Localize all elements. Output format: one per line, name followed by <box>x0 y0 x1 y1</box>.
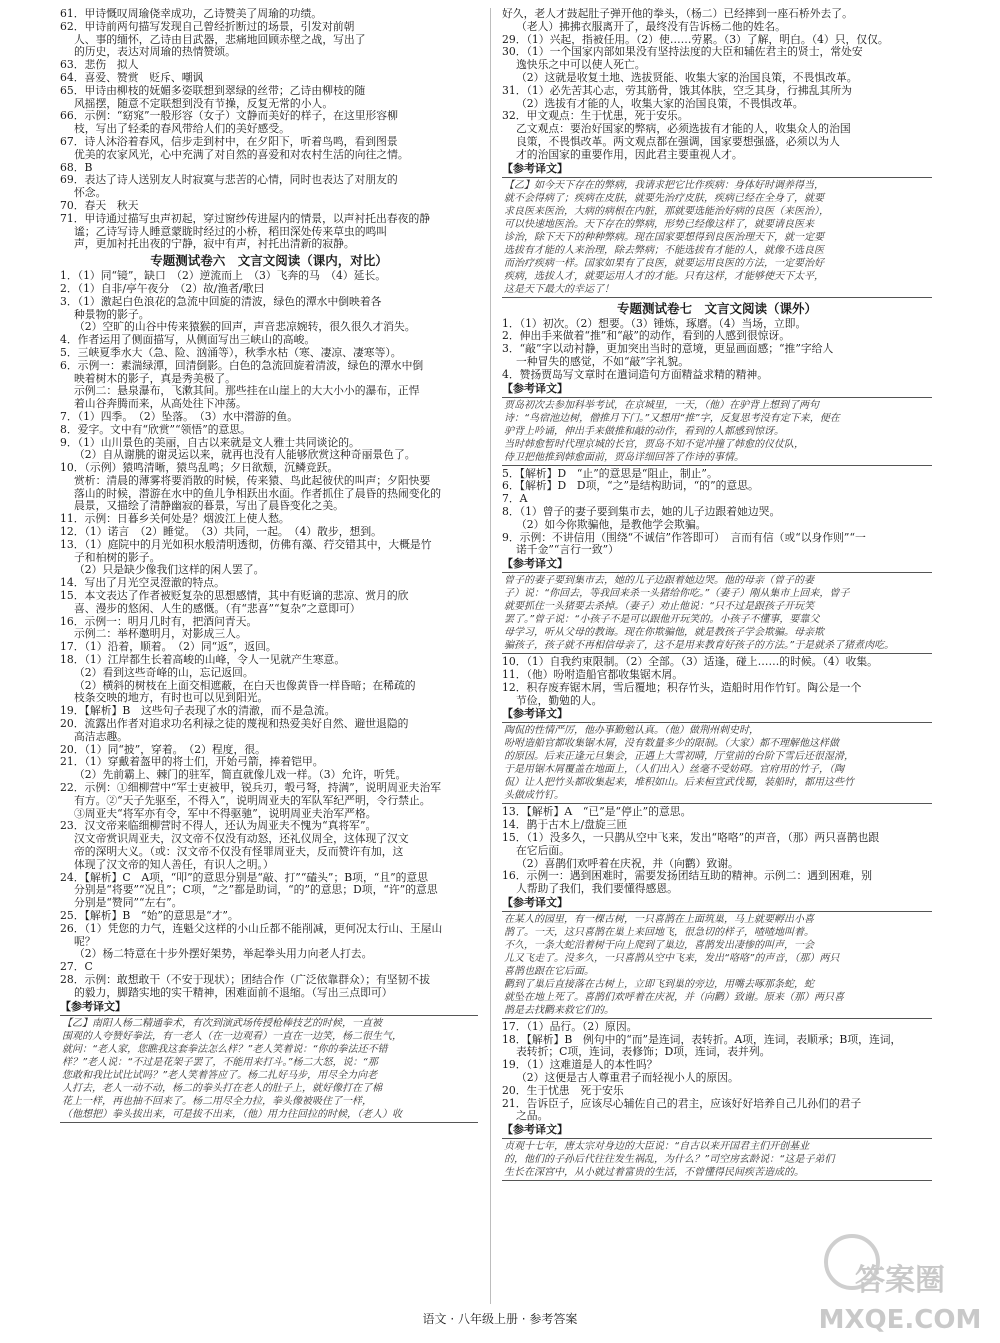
translation-line: 骗孩子，孩子就不再相信母亲了，这不是用来教育好孩子的方法。”于是就杀了猪煮肉吃。 <box>504 640 895 652</box>
answer-line: 31．（1）必先苦其心志，劳其筋骨，饿其体肤，空乏其身，行拂乱其所为 <box>502 84 852 97</box>
answer-line: 的历史，表达对周瑜的热情赞颂。 <box>74 46 236 59</box>
answer-line: （2）看到这些奇峰的山，忘记返回。 <box>74 666 254 679</box>
translation-line: 就要抓住一头猪要去杀掉。（妻子）劝止他说：“只不过是跟孩子开玩笑 <box>504 601 815 613</box>
answer-line: 32．甲文观点：生于忧患，死于安乐。 <box>502 110 689 123</box>
translation-line: 不久，一条大蛇沿着树干向上爬到了巢边，喜鹊发出凄惨的叫声，一会 <box>504 939 814 951</box>
answer-line: 喜、漫步的悠闲、人生的感慨。（有“悲喜”“复杂”之意即可） <box>74 602 361 615</box>
answer-line: 67．诗人沐浴着春风，信步走到村中，在夕阳下，听着鸟鸣，看到图景 <box>60 135 398 148</box>
translation-line: 侍卫把他推到韩愈面前，贾岛详细回答了作诗的事情。 <box>504 451 744 463</box>
answer-line: 人、事的缅怀，乙诗由目武器，悲痛地回顾赤壁之战，写出了 <box>74 33 366 46</box>
answer-line: 18．（1）江岸都生长着高峻的山峰，令人一见就产生寒意。 <box>60 654 346 667</box>
answer-line: 着山谷奔腾而来，从高处往下冲荡。 <box>74 398 247 411</box>
answer-line: 61．甲诗慨叹周瑜侥幸成功，乙诗赞美了周瑜的功绩。 <box>60 8 323 20</box>
answer-line: 枝，写出了轻柔的春风带给人们的美好感受。 <box>74 123 290 136</box>
translation-line: 曾子的妻子要到集市去，她的儿子边跟着她边哭。他的母亲（曾子的妻 <box>504 575 814 587</box>
answer-line: 12．积存废弃锯木屑，雪后覆地；积存竹头，造船时用作竹钉。陶公是一个 <box>502 681 862 694</box>
translation-line: 就不会得病了；疾病在皮肤，就要先治疗皮肤，疾病已经在全身了，就要 <box>504 192 824 204</box>
answer-line: 诺千金”“言行一致”） <box>516 544 619 557</box>
answer-line: 晨景，又描绘了清静幽寂的暮景，写出了晨昏变化之美。 <box>74 500 344 513</box>
translation-line: 鹊是去找鹳来救它们的。 <box>504 1004 614 1016</box>
answer-line: 11．（他）吩咐造船官都收集锯木屑。 <box>502 668 684 681</box>
answer-line: 16．示例一：明月几时有，把酒问青天。 <box>60 615 258 628</box>
translation-line: 在某人的园里，有一棵古树，一只喜鹊在上面筑巢，马上就要孵出小喜 <box>504 913 814 925</box>
translation-line: 鹊了。一天，这只喜鹊在巢上来回地飞，很急切的样子，喳喳地叫着。 <box>504 926 814 938</box>
translation-line: 罢了。”曾子说：“小孩子不是可以跟他开玩笑的。小孩子不懂事，要靠父 <box>504 614 820 626</box>
answer-line: 8．爱字。文中有“欣赏”“领悟”的意思。 <box>60 423 251 436</box>
answer-line: 6．【解析】D D项，“之”是结构助词，“的”的意思。 <box>502 480 759 493</box>
answer-line: 71．甲诗通过描写虫声初起，穿过窗纱传进屋内的情景，以声衬托出春夜的静 <box>60 212 431 225</box>
translation-line: 当时韩愈暂时代理京城的长官，贾岛不知不觉冲撞了韩愈的仪仗队， <box>504 438 804 450</box>
answer-line: 乙文观点：要治好国家的弊病，必须选拔有才能的人，收集众人的治国 <box>516 123 851 136</box>
answer-line: 体现了汉文帝的知人善任，有识人之明。） <box>74 858 274 871</box>
answer-line: 在它后面。 <box>516 844 570 857</box>
translation-line: 选拔有才能的人来治理，除去弊病；不能选拔有才能的人，就像不选良医 <box>504 244 824 256</box>
translation-line: 【乙】如今天下存在的弊病，我请求把它比作疾病：身体好时调养得当， <box>504 179 824 191</box>
translation-line: 吩咐造船官都收集锯木屑，没有数量多少的限制。（大家）都不理解他这样做 <box>504 738 839 750</box>
page-footer: 语文 · 八年级上册 · 参考答案 <box>422 1312 578 1326</box>
answer-line: 9．示例：不讲信用（围绕“不诚信”作答即可） 言而有信（或“以身作则”“一 <box>502 531 866 544</box>
translation-line: 这是天下最大的幸运了！ <box>504 283 614 295</box>
answer-line: 示例二：举杯邀明月，对影成三人。 <box>74 628 247 641</box>
answer-line: 示例二：悬泉瀑布，飞漱其间。那些挂在山崖上的大大小小的瀑布，正悍 <box>74 385 420 398</box>
answer-line: 19．【解析】B 这些句子表现了水的清澈，而不是急流。 <box>60 705 336 718</box>
answer-line: 17．（1）品行。（2）原因。 <box>502 1020 638 1033</box>
answer-line: 62．甲诗前两句描写发现自己曾经折断过的场景，引发对前朝 <box>60 20 355 33</box>
translation-line: 于是用锯木屑覆盖在地面上，（人们出入）丝毫不受妨碍。官府用的竹子，（陶 <box>504 764 844 776</box>
answer-line: 一种冒失的感觉，不如“敲”字礼貌。 <box>516 355 689 368</box>
answer-line: 18．【解析】B 例句中的“而”是连词，表转折。A项，连词，表顺承；B项，连词， <box>502 1033 902 1046</box>
answer-line: 有方。②“天子先驱至，不得入”，说明周亚夫的军队军纪严明，令行禁止。 <box>74 794 431 807</box>
translation-line: 就坠在地上死了。喜鹊们欢呼着在庆祝，并（向鹳）致谢。原来（那）两只喜 <box>504 991 844 1003</box>
answer-line: 24．【解析】C A项，“叩”的意思分别是“敲、打”“磕头”；B项，“且”的意思 <box>60 871 429 884</box>
watermark-bottom-text: MXQE.COM <box>818 1305 982 1335</box>
translation-line: 儿又飞走了。没多久，一只喜鹊从空中飞来，发出“咯咯”的声音，（那）两只 <box>504 952 840 964</box>
answer-line: （2）这便是古人尊重君子而轻视小人的原因。 <box>516 1072 739 1085</box>
translation-line: 头做成竹钉。 <box>504 790 564 802</box>
answer-line: （2）横斜的树枝在上面交相遮蔽，在白天也像黄昏一样昏暗；在稀疏的 <box>74 679 416 692</box>
translation-line: 贾岛初次去参加科举考试，在京城里，一天，（他）在驴背上想到了两句 <box>504 399 819 411</box>
translation-line: 人打去，老人一动不动，杨二的拳头打在老人的肚子上，就好像打在了棉 <box>62 1082 382 1094</box>
translation-line: 就问：“老人家，您瞧我这套拳法怎么样？”老人笑着说：“你的拳法还不错 <box>62 1043 388 1055</box>
answer-line: 3．（1）激起白色浪花的急流中回旋的清波，绿色的潭水中倒映着各 <box>60 295 382 308</box>
answer-line: 优美的农家风光，心中充满了对自然的喜爱和对农村生活的向往之情。 <box>74 148 409 161</box>
answer-line: 5．【解析】D “止”的意思是“阻止，制止”。 <box>502 467 718 480</box>
translation-line: 而治疗疾病一样。国家如果有了良医，就要运用良医的方法，一定要治好 <box>504 257 824 269</box>
answer-line: 声，更加衬托出夜的宁静，寂中有声，衬托出清新的寂静。 <box>74 238 355 251</box>
answer-line: 9．（1）山川景色的美丽，自古以来就是文人雅士共同谈论的。 <box>60 436 360 449</box>
translation-line: 诊治，除下天下的种种弊病。现在国家要想得到良医治理天下，就一定要 <box>504 231 824 243</box>
answer-line: 17．（1）沿着，顺着。 （2）同“返”，返回。 <box>60 641 277 654</box>
section-heading: 专题测试卷六 文言文阅读（课内，对比） <box>150 253 388 269</box>
answer-line: （2）如今你欺骗他，是教他学会欺骗。 <box>516 518 707 531</box>
answer-line: 子和柏树的影子。 <box>74 551 161 564</box>
answer-line: 14．鹊于古木上/盘旋三匝 <box>502 819 628 832</box>
answer-line: 64．喜爱、赞赏 贬斥、嘲讽 <box>60 71 204 84</box>
answer-line: 谧；乙诗写诗人睡意蒙眬时经过的小桥，稻田深处传来草虫的鸣叫 <box>74 225 388 238</box>
translation-line: 贞观十七年，唐太宗对身边的大臣说：“自古以来开国君主们开创基业 <box>504 1141 810 1153</box>
translation-block <box>60 1015 478 1123</box>
answer-line: 5．三峡夏季水大（急、险、汹涌等），秋季水枯（寒、凄凉、凄寒等）。 <box>60 346 402 359</box>
answer-line: 汉文帝赏识周亚夫，汉文帝不仅没有动怒，还礼仪周全，这体现了汉文 <box>74 833 409 846</box>
translation-tag: 【参考译文】 <box>502 1123 568 1137</box>
left-column <box>60 8 478 1304</box>
answer-line: （2）喜鹊们欢呼着在庆祝，并（向鹳）致谢。 <box>516 857 739 870</box>
answer-line: 8．（1）曾子的妻子要到集市去，她的儿子边跟着她边哭。 <box>502 505 781 518</box>
answer-line: 风摇摆，随意不定联想到没有节操，反复无常的小人。 <box>74 97 334 110</box>
answer-line: 帝的深明大义。（或：汉文帝不仅没有怪罪周亚夫，反而赞许有加，这 <box>74 846 404 858</box>
answer-line: 好久，老人才鼓起肚子弹开他的拳头，（杨二）已经摔到一座石桥外去了。 <box>502 8 853 20</box>
translation-line: 求良医来医治，大病的病根在内脏，那就要选能治好病的良医（来医治）， <box>504 205 829 217</box>
answer-line: 2．伸出手来做着“推”和“敲”的动作，看到的人感到很惊讶。 <box>502 330 791 343</box>
translation-line: 的原因。后来正逢元旦集会，正遇上大雪初晴，厅堂前的台阶下雪后还很湿滑， <box>504 751 854 763</box>
answer-line: 4．作者运用了侧面描写，从侧面写出三峡山的高峻。 <box>60 334 316 347</box>
translation-block <box>502 911 932 1019</box>
answer-line: 70．春天 秋天 <box>60 199 139 212</box>
answer-line: 65．甲诗由柳枝的妩媚多姿联想到翠绿的丝带；乙诗由柳枝的随 <box>60 84 366 97</box>
answer-line: 20．生于忧患 死于安乐 <box>502 1084 624 1097</box>
answer-line: 11．示例：日暮乡关何处是？烟波江上使人愁。 <box>60 513 290 526</box>
translation-tag: 【参考译文】 <box>502 895 568 909</box>
answer-line: 28．示例：敢想敢干（不安于现状）；团结合作（广泛依靠群众）；有坚韧不拔 <box>60 973 431 986</box>
answer-line: 表转折；C项，连词，表修饰；D项，连词，表并列。 <box>516 1046 771 1059</box>
answer-line: 21．告诉臣子，应该尽心辅佐自己的君主，应该好好培养自己儿孙们的君子 <box>502 1097 862 1110</box>
watermark-logo <box>812 1232 988 1336</box>
translation-line: 样？”老人说：“不过是花架子罢了，不能用来打斗。”杨二大怒，说：“那 <box>62 1056 378 1068</box>
answer-line: 1．（1）初次。（2）想要。（3）锤炼，琢磨。（4）当场，立即。 <box>502 317 807 330</box>
translation-line: 侃）让人把竹头都收集起来，堆积如山。后来桓宣武伐蜀，装船时，都用这些竹 <box>504 777 854 789</box>
answer-line: 7．（1）四季。 （2）坠落。 （3）水中潜游的鱼。 <box>60 410 299 423</box>
answer-line: 赏析：清晨的薄雾将要消散的时候，传来猿、鸟此起彼伏的叫声；夕阳快要 <box>74 474 431 487</box>
answer-line: 呢？ <box>74 935 96 948</box>
translation-line: 【乙】南阳人杨二精通拳术，有次到演武场传授枪棒技艺的时候，一直被 <box>62 1017 382 1029</box>
answer-line: （老人）拂拂衣服离开了，最终没有告诉杨二他的姓名。 <box>516 20 786 33</box>
section-heading: 专题测试卷七 文言文阅读（课外） <box>616 300 817 316</box>
answer-line: 12．（1）诺言 （2）睡觉。 （3）共同，一起。 （4）散步，想到。 <box>60 526 382 539</box>
translation-tag: 【参考译文】 <box>502 381 568 395</box>
translation-line: 花上一样，再也抽不回来了。杨二用尽全力拉，拳头像被吸住了一样， <box>62 1095 372 1107</box>
answer-line: 68．B <box>60 161 93 174</box>
translation-line: 陶侃的性情严厉，他办事勤勉认真。（他）做荆州刺史时， <box>504 725 759 737</box>
answer-line: 4．赞扬贾岛写文章时在遣词造句方面精益求精的精神。 <box>502 368 768 381</box>
answer-line: 3．“敲”字以动衬静，更加突出当时的意境，更显画面感；“推”字给人 <box>502 343 834 356</box>
translation-block <box>502 397 932 466</box>
answer-line: 7．A <box>502 493 528 506</box>
watermark-top-text: 答案圈 <box>855 1263 945 1298</box>
answer-line: （2）杨二特意在十步外摆好架势，举起拳头用力向老人打去。 <box>74 948 373 961</box>
answer-line: 63．悲伤 拟人 <box>60 59 139 72</box>
answer-line: 10．（1）自我约束限制。（2）全部。（3）适逢，碰上……的时候。（4）收集。 <box>502 656 878 669</box>
answer-line: 之品。 <box>516 1110 549 1123</box>
translation-line: 您敢和我比试比试吗？”老人笑着答应了。杨二扎好马步，用尽全力向老 <box>62 1069 378 1081</box>
translation-line: 鹳到了巢后直接落在古树上，立即飞到巢的旁边，用嘴去啄那条蛇，蛇 <box>504 978 814 990</box>
answer-line: （2）只是缺少像我们这样的闲人罢了。 <box>74 564 265 577</box>
answer-line: 1．（1）同“镜”，缺口 （2）逆流而上 （3）飞奔的马 （4）延长。 <box>60 270 387 283</box>
answer-line: 枝条交映的地方，有时也可以见到阳光。 <box>74 692 269 705</box>
right-column <box>502 8 932 1308</box>
answer-line: 15．本文表达了作者被贬复杂的思想感情，其中有贬谪的悲凉、赏月的欣 <box>60 590 409 603</box>
answer-line: 29．（1）兴起，指被任用。（2）使……劳累。（3）了解，明白。（4）只，仅仅。 <box>502 33 889 46</box>
answer-line: 25．【解析】B “始”的意思是“才”。 <box>60 909 239 922</box>
answer-line: 21．（1）穿戴着盔甲的将士们，开始弓箭，捧着铠甲。 <box>60 756 324 769</box>
answer-line: 13．（1）庭院中的月光如积水般清明透彻，仿佛有藻、荇交错其中，大概是竹 <box>60 538 432 551</box>
answer-line: 20．（1）同“披”，穿着。 （2）程度，很。 <box>60 743 266 756</box>
answer-line: 66．示例：“窈窕”一般形容（女子）文静而美好的样子，在这里形容柳 <box>60 110 398 123</box>
answer-line: （2）选拔有才能的人，收集大家的治国良策，不畏惧改革。 <box>516 97 804 110</box>
translation-line: 的，他们的子孙后代往往发生祸乱，为什么？”司空房玄龄说：“这是子弟们 <box>504 1154 835 1166</box>
translation-line: 喜鹊也跟在它后面。 <box>504 965 594 977</box>
answer-line: （2）空旷的山谷中传来猿猴的回声，声音悲凉婉转，很久很久才消失。 <box>74 321 416 334</box>
answer-line: 69．表达了诗人送别友人时寂寞与悲苦的心情，同时也表达了对朋友的 <box>60 174 398 187</box>
translation-line: （他想把）拳头拔出来，可是拔不出来，（他）用力往回拉的时候，（老人）收 <box>62 1108 402 1120</box>
answer-line: 怀念。 <box>74 187 107 200</box>
translation-tag: 【参考译文】 <box>502 557 568 571</box>
answer-line: 落山的时候，潜游在水中的鱼儿争相跃出水面。作者抓住了晨昏的热闹变化的 <box>74 487 442 500</box>
answer-line: 分别是“将要”“况且”；C项，“之”都是助词，“的”的意思；D项，“许”的意思 <box>74 884 438 897</box>
answer-line: 种景物的影子。 <box>74 308 150 321</box>
answer-line: 19．（1）这难道是人的本性吗？ <box>502 1059 658 1072</box>
answer-line: ③周亚夫“将军亦有令，军中不得驱驰”，说明周亚夫治军严格。 <box>74 807 377 820</box>
answer-line: 26．（1）凭您的力气，连魁父这样的小山丘都不能削减，更何况太行山、王屋山 <box>60 922 443 935</box>
translation-line: 子）说：“你回去，等我回来杀一头猪给你吃。”（妻子）刚从集市上回来，曾子 <box>504 588 850 600</box>
answer-line: （2）这就是收复土地、选拔贤能、收集大家的治国良策，不畏惧改革。 <box>516 71 858 84</box>
translation-tag: 【参考译文】 <box>502 707 568 721</box>
answer-line: 6．示例一：素湍绿潭，回清倒影。白色的急流回旋着清波，绿色的潭水中倒 <box>60 359 424 372</box>
answer-line: 13．【解析】A “已”是“停止”的意思。 <box>502 806 692 819</box>
answer-line: 人帮助了我们，我们要懂得感恩。 <box>516 883 678 896</box>
translation-line: 可以快速地医治。天下存在的弊病，形势已经像这样了，就要请良医来 <box>504 218 814 230</box>
translation-block <box>502 572 932 654</box>
answer-line: 15．（1）没多久，一只鹊从空中飞来，发出“咯咯”的声音，（那）两只喜鹊也跟 <box>502 831 880 844</box>
answer-line: 分别是“赞同”“左右”。 <box>74 897 183 910</box>
translation-line: 疾病，选拔人才，就要运用人才的才能。只有这样，才能够使天下太平， <box>504 270 824 282</box>
translation-block <box>502 722 932 804</box>
translation-block <box>502 177 932 298</box>
translation-line: 围观的人夸赞好拳法，有一老人（在一边观看）一直在一边笑，杨二很生气， <box>62 1030 402 1042</box>
answer-line: 10．（示例）猿鸣清晰，猿鸟乱鸣；夕日欲颓，沉鳞竞跃。 <box>60 462 339 475</box>
column-divider <box>490 8 491 1304</box>
translation-line: 生长在深宫中，从小就过着富贵的生活，不曾懂得民间疾苦造成的。 <box>504 1167 804 1179</box>
translation-tag: 【参考译文】 <box>502 161 568 175</box>
answer-line: 27．C <box>60 961 93 974</box>
answer-line: 节俭，勤勉的人。 <box>516 694 603 707</box>
answer-line: 高洁志趣。 <box>74 730 128 743</box>
answer-line: （2）先前霸上、棘门的驻军，简直就像儿戏一样。（3）允许，听凭。 <box>74 769 407 782</box>
translation-line: 母学习，听从父母的教诲。现在你欺骗他，就是教孩子学会欺骗。母亲欺 <box>504 627 824 639</box>
answer-line: 22．示例：①细柳营中“军士吏被甲，锐兵刃，彀弓弩，持满”，说明周亚夫治军 <box>60 782 442 795</box>
translation-line: 诗：“鸟宿池边树，僧推月下门。”又想用“推”字，反复思考没有定下来，便在 <box>504 412 840 424</box>
translation-tag: 【参考译文】 <box>60 999 126 1013</box>
translation-block <box>502 1138 932 1181</box>
answer-line: 的毅力，脚踏实地的实干精神，困难面前不退缩。（写出三点即可） <box>74 986 393 999</box>
answer-line: 映着树木的影子，真是秀美极了。 <box>74 372 236 385</box>
answer-line: 逸快乐之中可以使人死亡。 <box>516 59 646 72</box>
answer-line: （2）自从谢朓的谢灵运以来，就再也没有人能够欣赏这种奇丽景色了。 <box>74 449 416 462</box>
answer-line: 良策，不畏惧改革。两文观点都在强调，国家要想强盛，必须以为人 <box>516 135 840 148</box>
answer-line: 30．（1）一个国家内部如果没有坚持法度的大臣和辅佐君主的贤士，常处安 <box>502 46 863 59</box>
answer-line: 16．示例一：遇到困难时，需要发扬团结互助的精神。示例二：遇到困难，别 <box>502 870 873 883</box>
translation-line: 驴背上吟诵，伸出手来做推和敲的动作，看到的人都感到惊讶。 <box>504 425 784 437</box>
answer-line: 14．写出了月光空灵澄澈的特点。 <box>60 577 225 590</box>
answer-line: 才的治国家的重要作用，因此君主要重视人才。 <box>516 148 743 161</box>
answer-line: 20．流露出作者对追求功名利禄之徒的蔑视和热爱美好自然、避世退隐的 <box>60 718 409 731</box>
answer-line: 2．（1）自非/亭午夜分 （2）故/渔者/歌曰 <box>60 282 265 295</box>
answer-line: 23．汉文帝来临细柳营时不得人，还认为周亚夫不愧为“真将军”。 <box>60 820 377 833</box>
